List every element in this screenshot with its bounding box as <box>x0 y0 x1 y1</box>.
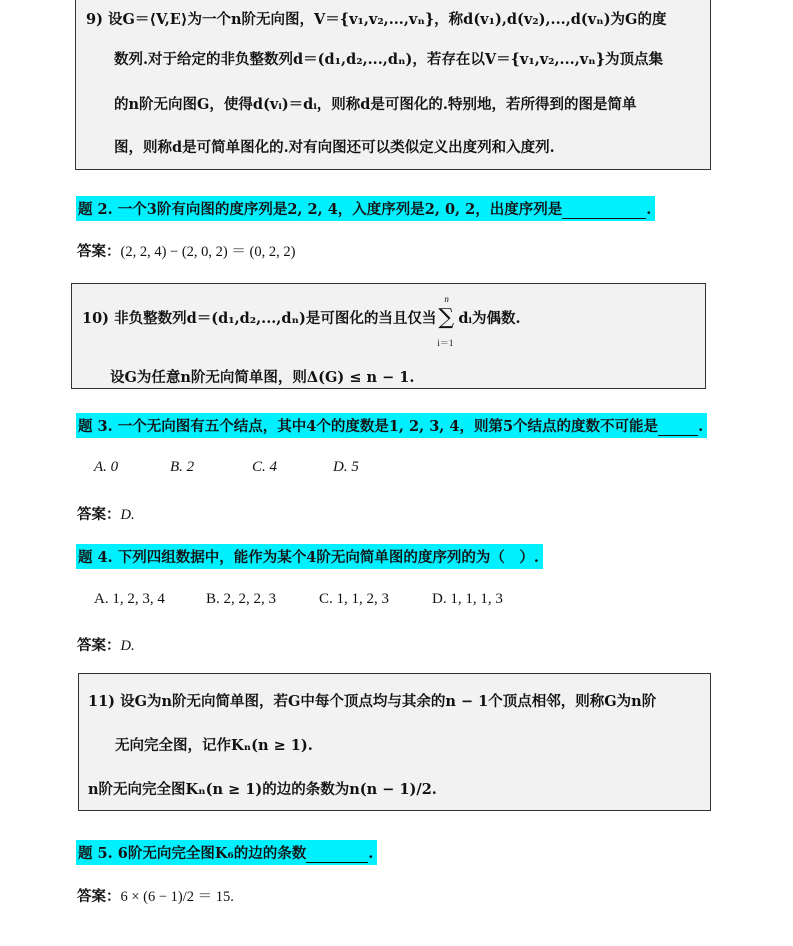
question-2-text: 题 2. 一个3阶有向图的度序列是2, 2, 4，入度序列是2, 0, 2，出度序列是 <box>78 201 563 218</box>
summation-symbol <box>436 294 458 348</box>
def9-line-3: 的n阶无向图G，使得d(vᵢ)＝dᵢ，则称d是可图化的.特别地，若所得到的图是简单 <box>114 96 637 113</box>
def9-line-1: 9) 设G＝⟨V,E⟩为一个n阶无向图，V＝{v₁,v₂,...,vₙ}，称d(v₁),d(v₂),...,d(vₙ)为G的度 <box>86 11 667 28</box>
answer-5-label: 答案： <box>77 888 121 905</box>
sigma-glyph: ∑ <box>438 305 455 330</box>
question-5 <box>76 840 377 865</box>
answer-2-label: 答案： <box>77 243 121 260</box>
question-3-end: . <box>698 418 704 435</box>
question-2-blank[interactable] <box>562 201 646 219</box>
question-4-option-b: B. 2, 2, 2, 3 <box>206 591 277 607</box>
question-5-end: . <box>368 845 374 862</box>
answer-2-value: (2, 2, 4) − (2, 0, 2) ＝ (0, 2, 2) <box>120 244 296 260</box>
sum-lower-limit: i＝1 <box>437 338 454 348</box>
answer-3 <box>77 503 135 524</box>
def10-line-2: 设G为任意n阶无向简单图，则Δ(G) ≤ n − 1. <box>110 369 415 386</box>
def10-line-1-post: dᵢ为偶数. <box>458 310 521 327</box>
question-4-text: 题 4. 下列四组数据中，能作为某个4阶无向简单图的度序列的为（ ）. <box>78 549 539 566</box>
def11-line-2: 无向完全图，记作Kₙ(n ≥ 1). <box>115 737 313 754</box>
answer-2 <box>77 240 295 261</box>
answer-4-label: 答案： <box>77 637 121 654</box>
def10-line-1 <box>82 294 521 348</box>
question-3-blank[interactable] <box>658 418 698 436</box>
question-3-option-c: C. 4 <box>252 459 278 475</box>
question-3-text: 题 3. 一个无向图有五个结点，其中4个的度数是1, 2, 3, 4，则第5个结点的度数不可能是 <box>78 418 659 435</box>
question-3-option-a: A. 0 <box>94 459 119 475</box>
answer-4 <box>77 634 135 655</box>
def10-line-1-pre: 10) 非负整数列d＝(d₁,d₂,...,dₙ)是可图化的当且仅当 <box>82 310 437 327</box>
def11-line-3: n阶无向完全图Kₙ(n ≥ 1)的边的条数为n(n − 1)/2. <box>88 781 437 798</box>
answer-5 <box>77 885 234 906</box>
answer-4-value: D. <box>120 638 135 654</box>
question-5-blank[interactable] <box>306 845 368 863</box>
question-3-option-b: B. 2 <box>170 459 195 475</box>
question-5-text: 题 5. 6阶无向完全图K₆的边的条数 <box>78 845 307 862</box>
def11-line-1: 11) 设G为n阶无向简单图，若G中每个顶点均与其余的n − 1个顶点相邻，则称G为n阶 <box>88 693 657 710</box>
question-2 <box>76 196 655 221</box>
question-3 <box>76 413 707 438</box>
question-3-option-d: D. 5 <box>333 459 359 475</box>
answer-3-value: D. <box>120 507 135 523</box>
sum-upper-limit: n <box>444 294 449 304</box>
answer-3-label: 答案： <box>77 506 121 523</box>
def9-line-2: 数列.对于给定的非负整数列d＝(d₁,d₂,...,dₙ)，若存在以V＝{v₁,v₂,...,vₙ}为顶点集 <box>114 51 664 68</box>
question-4-option-a: A. 1, 2, 3, 4 <box>94 591 165 607</box>
question-4 <box>76 544 543 569</box>
answer-5-value: 6 × (6 − 1)/2 ＝ 15. <box>120 889 234 905</box>
question-4-option-d: D. 1, 1, 1, 3 <box>432 591 503 607</box>
question-2-end: . <box>646 201 652 218</box>
def9-line-4: 图，则称d是可简单图化的.对有向图还可以类似定义出度列和入度列. <box>114 139 555 156</box>
question-4-option-c: C. 1, 1, 2, 3 <box>319 591 390 607</box>
